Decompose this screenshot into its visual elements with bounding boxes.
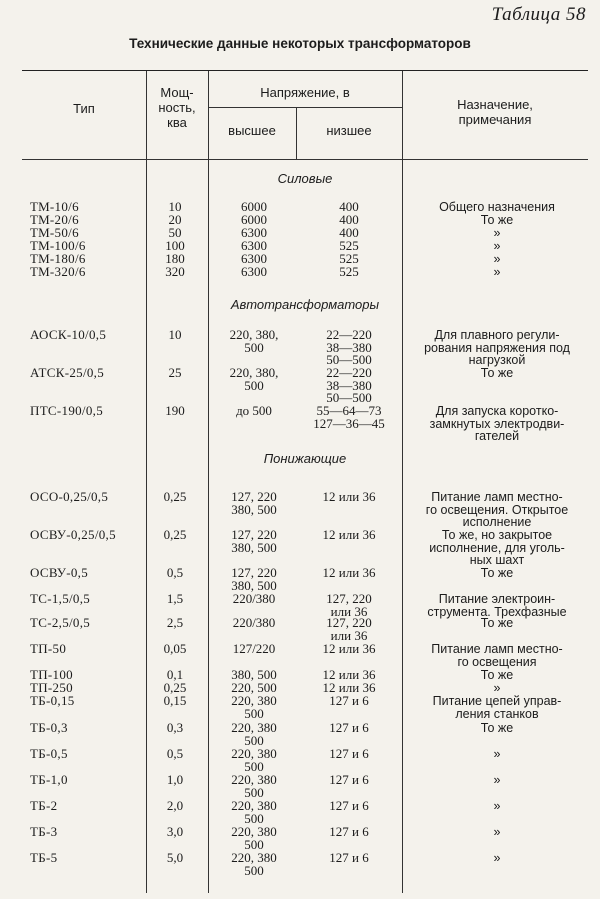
cell-type: ТБ-5 bbox=[30, 850, 58, 865]
cell-voltage-low: 127 и 6 bbox=[329, 850, 369, 865]
cell-voltage-high: 220, 380 500 bbox=[231, 798, 277, 826]
cell-voltage-low: 127 и 6 bbox=[329, 772, 369, 787]
cell-note: » bbox=[493, 239, 501, 253]
cell-type: АТСК-25/0,5 bbox=[30, 365, 105, 380]
cell-power: 2,0 bbox=[166, 798, 184, 813]
cell-type: ТМ-100/6 bbox=[30, 238, 86, 253]
cell-voltage-high: 6000 bbox=[241, 199, 267, 214]
cell-power: 1,0 bbox=[166, 772, 184, 787]
header-type: Тип bbox=[73, 101, 95, 116]
cell-voltage-low: 400 bbox=[339, 225, 359, 240]
cell-note: Общего назначения bbox=[439, 200, 555, 214]
cell-power: 3,0 bbox=[166, 824, 184, 839]
column-rule bbox=[208, 71, 209, 893]
cell-power: 0,3 bbox=[166, 720, 184, 735]
cell-voltage-low: 12 или 36 bbox=[322, 667, 376, 682]
cell-voltage-high: 127/220 bbox=[232, 641, 276, 656]
cell-voltage-low: 127 и 6 bbox=[329, 746, 369, 761]
cell-voltage-low: 127 и 6 bbox=[329, 720, 369, 735]
cell-type: ТБ-0,3 bbox=[30, 720, 68, 735]
cell-note: То же bbox=[480, 668, 514, 682]
cell-power: 20 bbox=[168, 212, 182, 227]
cell-voltage-low: 525 bbox=[339, 251, 359, 266]
cell-power: 10 bbox=[168, 327, 182, 342]
header-voltage: Напряжение, в bbox=[260, 85, 350, 100]
cell-power: 50 bbox=[168, 225, 182, 240]
cell-note: » bbox=[493, 825, 501, 839]
cell-type: ТС-1,5/0,5 bbox=[30, 591, 91, 606]
cell-type: ТМ-320/6 bbox=[30, 264, 86, 279]
cell-voltage-low: 55—64—73 127—36—45 bbox=[313, 403, 385, 431]
cell-type: ТБ-0,5 bbox=[30, 746, 68, 761]
cell-type: ТМ-180/6 bbox=[30, 251, 86, 266]
cell-type: ОСВУ-0,5 bbox=[30, 565, 89, 580]
header-rule bbox=[208, 107, 402, 108]
cell-voltage-low: 12 или 36 bbox=[322, 565, 376, 580]
cell-voltage-high: 220, 380 500 bbox=[231, 746, 277, 774]
cell-note: Питание ламп местно- го освещения bbox=[431, 642, 563, 669]
cell-note: » bbox=[493, 226, 501, 240]
cell-type: ТП-250 bbox=[30, 680, 73, 695]
cell-note: Питание цепей управ- ления станков bbox=[432, 694, 562, 721]
header-voltage-high: высшее bbox=[228, 123, 276, 138]
cell-voltage-low: 12 или 36 bbox=[322, 641, 376, 656]
cell-power: 2,5 bbox=[166, 615, 184, 630]
cell-voltage-high: 220, 380 500 bbox=[231, 693, 277, 721]
cell-type: ТМ-50/6 bbox=[30, 225, 79, 240]
cell-power: 180 bbox=[165, 251, 185, 266]
cell-type: ТБ-1,0 bbox=[30, 772, 68, 787]
cell-note: Для запуска коротко- замкнутых электродви- гателей bbox=[429, 404, 565, 443]
cell-power: 100 bbox=[165, 238, 185, 253]
cell-type: ТБ-2 bbox=[30, 798, 58, 813]
cell-type: ТБ-3 bbox=[30, 824, 58, 839]
cell-power: 0,25 bbox=[163, 680, 187, 695]
cell-power: 10 bbox=[168, 199, 182, 214]
cell-note: То же bbox=[480, 366, 514, 380]
cell-voltage-high: 220, 380 500 bbox=[231, 720, 277, 748]
section-title: Понижающие bbox=[263, 451, 347, 466]
cell-note: То же bbox=[480, 616, 514, 630]
cell-voltage-low: 127, 220 или 36 bbox=[326, 615, 372, 643]
header-voltage-low: низшее bbox=[326, 123, 372, 138]
cell-power: 0,05 bbox=[163, 641, 187, 656]
section-title: Силовые bbox=[277, 171, 333, 186]
cell-power: 0,25 bbox=[163, 489, 187, 504]
cell-type: ТС-2,5/0,5 bbox=[30, 615, 91, 630]
table-caption: Технические данные некоторых трансформаторов bbox=[129, 36, 471, 51]
cell-voltage-high: 6300 bbox=[241, 264, 267, 279]
cell-voltage-low: 525 bbox=[339, 238, 359, 253]
cell-note: » bbox=[493, 799, 501, 813]
cell-voltage-high: 220, 380, 500 bbox=[229, 327, 279, 355]
data-table bbox=[22, 70, 588, 893]
cell-voltage-high: 6300 bbox=[241, 251, 267, 266]
cell-type: ТП-100 bbox=[30, 667, 73, 682]
cell-type: ПТС-190/0,5 bbox=[30, 403, 103, 418]
cell-voltage-high: 220, 380 500 bbox=[231, 850, 277, 878]
cell-power: 25 bbox=[168, 365, 182, 380]
cell-voltage-low: 22—220 38—380 50—500 bbox=[326, 365, 372, 405]
cell-voltage-high: 380, 500 bbox=[231, 667, 277, 682]
cell-note: Для плавного регули- рования напряжения под нагрузкой bbox=[424, 328, 570, 367]
cell-power: 320 bbox=[165, 264, 185, 279]
cell-voltage-high: 220, 380 500 bbox=[231, 772, 277, 800]
cell-power: 0,15 bbox=[163, 693, 187, 708]
header-rule bbox=[22, 159, 588, 160]
cell-voltage-low: 127 и 6 bbox=[329, 798, 369, 813]
header-purpose: Назначение, примечания bbox=[457, 97, 533, 127]
cell-power: 0,25 bbox=[163, 527, 187, 542]
cell-note: То же bbox=[480, 721, 514, 735]
cell-voltage-low: 22—220 38—380 50—500 bbox=[326, 327, 372, 367]
cell-type: АОСК-10/0,5 bbox=[30, 327, 107, 342]
column-rule bbox=[402, 71, 403, 893]
cell-note: » bbox=[493, 252, 501, 266]
cell-note: » bbox=[493, 747, 501, 761]
cell-voltage-high: 220/380 bbox=[232, 591, 276, 606]
cell-voltage-low: 400 bbox=[339, 199, 359, 214]
cell-voltage-low: 127 и 6 bbox=[329, 693, 369, 708]
cell-voltage-low: 12 или 36 bbox=[322, 680, 376, 695]
cell-type: ТМ-20/6 bbox=[30, 212, 79, 227]
cell-type: ОСО-0,25/0,5 bbox=[30, 489, 109, 504]
cell-note: То же bbox=[480, 566, 514, 580]
cell-note: Питание электроин- струмента. Трехфазные bbox=[427, 592, 567, 619]
cell-note: » bbox=[493, 265, 501, 279]
cell-voltage-high: 127, 220 380, 500 bbox=[231, 565, 277, 593]
cell-power: 5,0 bbox=[166, 850, 184, 865]
cell-note: » bbox=[493, 851, 501, 865]
cell-voltage-low: 525 bbox=[339, 264, 359, 279]
cell-voltage-high: 6000 bbox=[241, 212, 267, 227]
cell-note: То же bbox=[480, 213, 514, 227]
cell-voltage-low: 127, 220 или 36 bbox=[326, 591, 372, 619]
cell-voltage-high: 220, 500 bbox=[231, 680, 277, 695]
cell-type: ТМ-10/6 bbox=[30, 199, 79, 214]
cell-voltage-low: 400 bbox=[339, 212, 359, 227]
cell-voltage-high: до 500 bbox=[236, 403, 272, 418]
cell-power: 1,5 bbox=[166, 591, 184, 606]
cell-note: » bbox=[493, 681, 501, 695]
cell-voltage-low: 12 или 36 bbox=[322, 527, 376, 542]
cell-note: » bbox=[493, 773, 501, 787]
section-title: Автотрансформаторы bbox=[230, 297, 380, 312]
cell-power: 0,5 bbox=[166, 746, 184, 761]
cell-voltage-low: 12 или 36 bbox=[322, 489, 376, 504]
cell-note: Питание ламп местно- го освещения. Открытое исполнение bbox=[425, 490, 569, 529]
cell-voltage-high: 220/380 bbox=[232, 615, 276, 630]
cell-note: То же, но закрытое исполнение, для уголь- ных шахт bbox=[429, 528, 565, 567]
cell-voltage-high: 127, 220 380, 500 bbox=[231, 527, 277, 555]
cell-voltage-high: 127, 220 380, 500 bbox=[231, 489, 277, 517]
cell-power: 0,5 bbox=[166, 565, 184, 580]
cell-voltage-high: 220, 380 500 bbox=[231, 824, 277, 852]
table-number: Таблица 58 bbox=[491, 4, 586, 25]
cell-power: 190 bbox=[165, 403, 185, 418]
cell-voltage-high: 220, 380, 500 bbox=[229, 365, 279, 393]
cell-type: ОСВУ-0,25/0,5 bbox=[30, 527, 116, 542]
column-rule bbox=[146, 71, 147, 893]
cell-voltage-high: 6300 bbox=[241, 238, 267, 253]
header-power: Мощ- ность, ква bbox=[158, 85, 196, 130]
cell-power: 0,1 bbox=[166, 667, 184, 682]
cell-voltage-high: 6300 bbox=[241, 225, 267, 240]
cell-voltage-low: 127 и 6 bbox=[329, 824, 369, 839]
cell-type: ТБ-0,15 bbox=[30, 693, 75, 708]
cell-type: ТП-50 bbox=[30, 641, 67, 656]
